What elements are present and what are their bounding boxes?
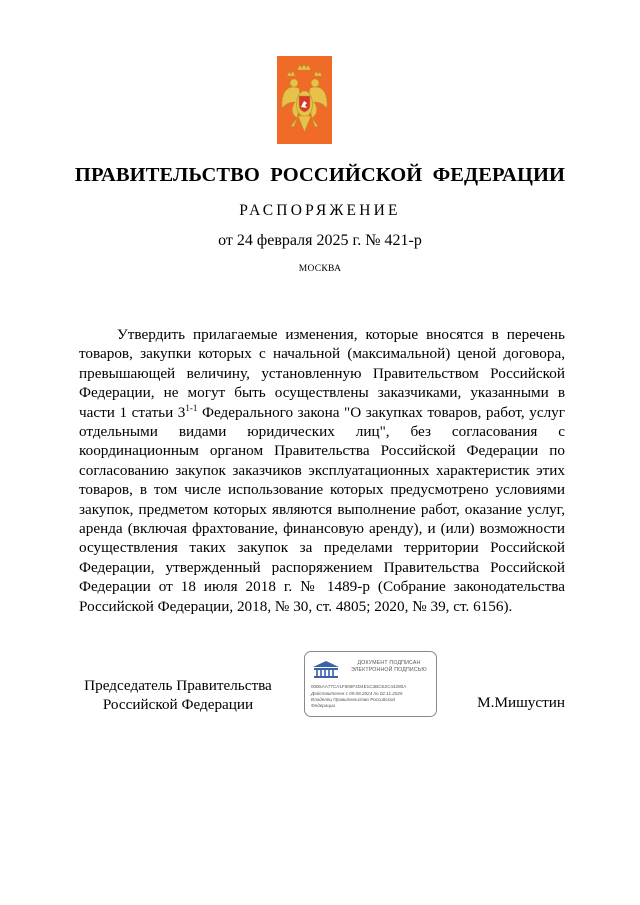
stamp-title-line2: ЭЛЕКТРОННОЙ ПОДПИСЬЮ (351, 666, 427, 673)
stamp-title-line1: ДОКУМЕНТ ПОДПИСАН (357, 660, 421, 666)
coat-of-arms-icon (277, 56, 332, 144)
signatory-position (78, 676, 278, 714)
document-date-number: от 24 февраля 2025 г. № 421-р (218, 232, 422, 249)
order-text-part2: Федерального закона "О закупках товаров, работ, услуг отдельными видами юридических лиц", без согласования с координационным органом Правительства Российской Федерации по согласованию закупок заказчиков эксплуатационных характеристик этих товаров, в том числе использование которых предусмотрено условиями закупок, предметом которых являются выполнение работ, оказание услуг, аренда (включая фрахтование, финансовую аренду), и (или) возможности осуществления таких закупок за пределами территории Российской Федерации, утвержденный распоряжением Правительства Российской Федерации от 18 июля 2018 г. № 1489-р (Собрание законодательства Российской Федерации, 2018, № 30, ст. 4805; 2020, № 39, ст. 6156). (79, 403, 565, 615)
document-type: РАСПОРЯЖЕНИЕ (239, 202, 401, 219)
document-city: МОСКВА (298, 264, 342, 274)
order-paragraph (79, 325, 565, 616)
signatory-position-line1: Председатель Правительства (84, 677, 272, 694)
electronic-signature-stamp (304, 651, 437, 717)
article-superscript: 1-1 (185, 402, 198, 413)
stamp-certificate: 00B5AA77CA1F606F4D4E1C3BCE2C44280A (311, 684, 407, 689)
signatory-name: М.Мишустин (477, 694, 565, 711)
order-text-part1: Утвердить прилагаемые изменения, которые вносятся в перечень товаров, закупки которых с начальной (максимальной) ценой договора, превышающей величину, установленную Правительством Российской Федерации, не могут быть осуществлены заказчиками, указанными в части 1 статьи 3 (79, 326, 565, 421)
stamp-validity: Действителен с 09.08.2024 по 02.11.2025 (311, 691, 403, 696)
signatory-position-line2: Российской Федерации (102, 696, 254, 713)
government-title: ПРАВИТЕЛЬСТВО РОССИЙСКОЙ ФЕДЕРАЦИИ (74, 164, 566, 186)
government-building-icon (311, 659, 341, 679)
stamp-owner-line1: Владелец Правительство Российской (311, 697, 395, 702)
stamp-owner-line2: Федерации (311, 703, 336, 708)
stamp-title (343, 660, 435, 673)
